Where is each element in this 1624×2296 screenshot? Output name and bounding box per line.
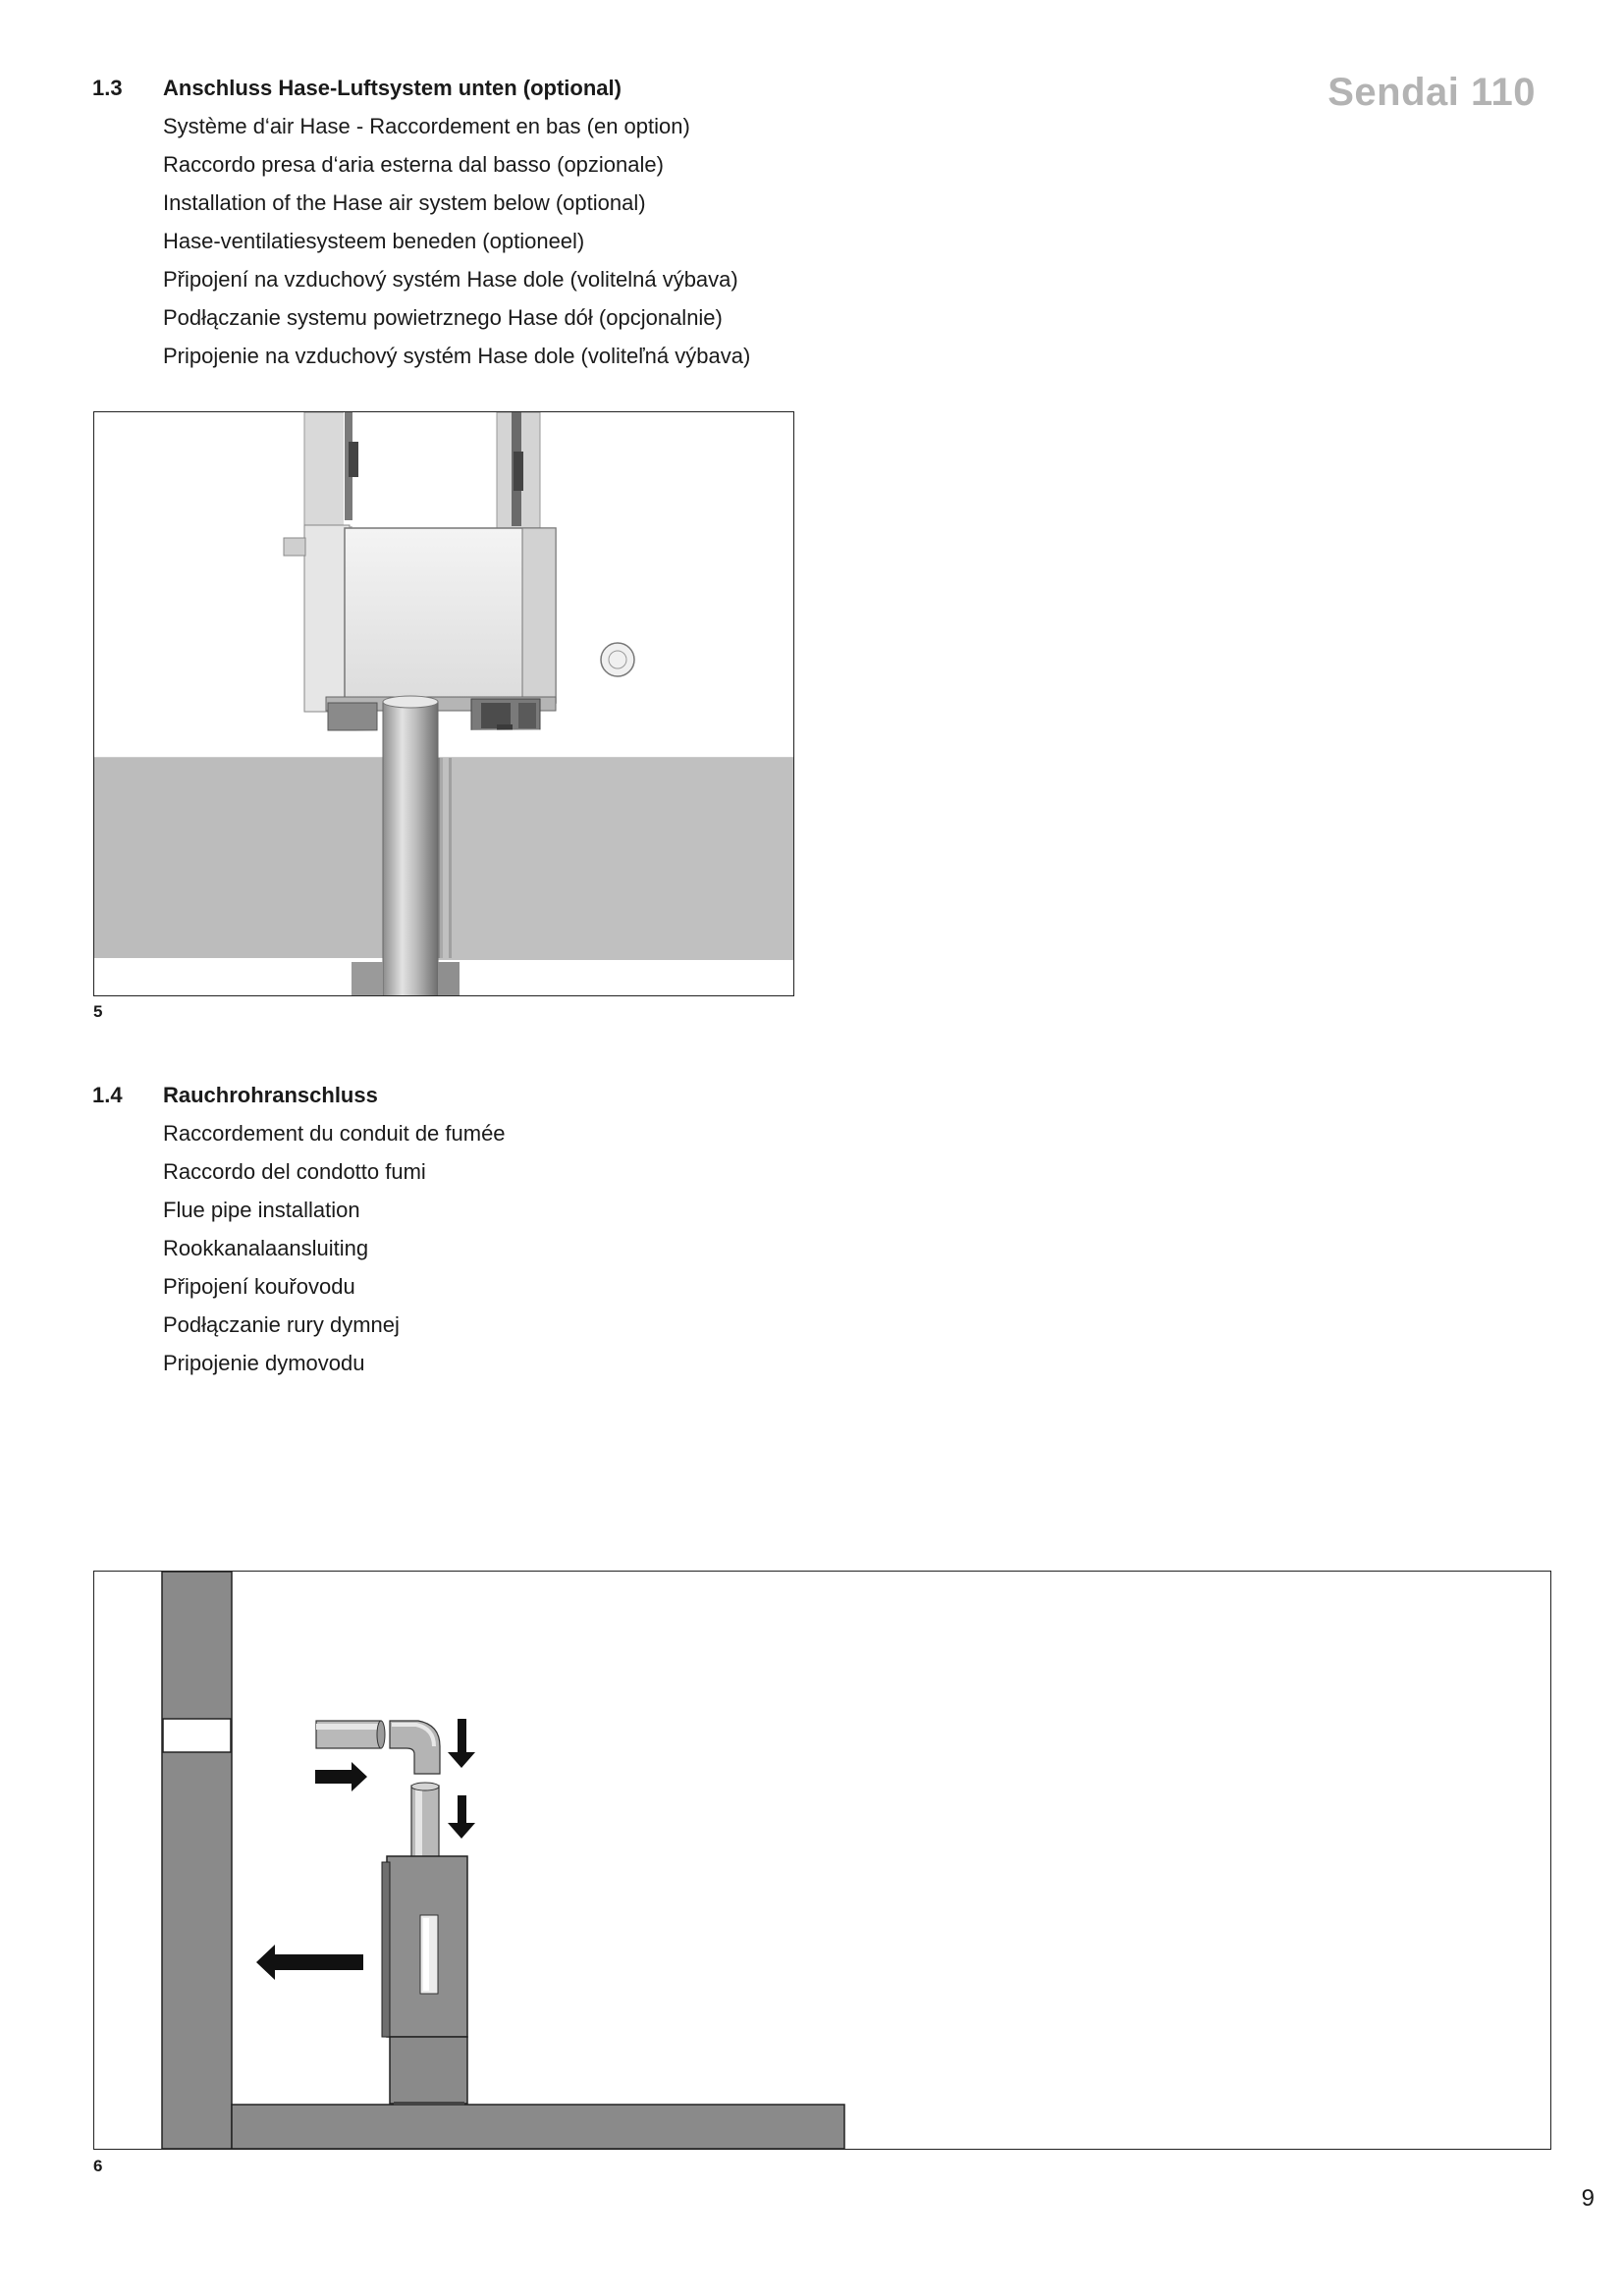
section-title-de: Anschluss Hase-Luftsystem unten (optional) (163, 76, 622, 100)
brand-title: Sendai 110 (1327, 71, 1536, 114)
elbow-pipe (390, 1721, 440, 1774)
figure-6-flue-pipe-diagram (93, 1571, 1551, 2150)
section-title-pl: Podłączanie systemu powietrznego Hase dół (opcjonalnie) (163, 305, 723, 330)
section-title-list (163, 1076, 506, 1382)
section-title-cs: Připojení na vzduchový systém Hase dole (volitelná výbava) (163, 267, 738, 292)
figure-6-label: 6 (93, 2157, 103, 2175)
arrow-left-icon (256, 1945, 363, 1980)
stove (382, 1856, 467, 2106)
section-title-en: Flue pipe installation (163, 1198, 360, 1222)
section-number: 1.3 (92, 76, 123, 100)
section-title-nl: Hase-ventilatiesysteem beneden (optioneel) (163, 229, 585, 253)
arrow-down-icon (448, 1719, 475, 1768)
section-title-it: Raccordo del condotto fumi (163, 1159, 426, 1184)
section-title-de: Rauchrohranschluss (163, 1083, 378, 1107)
section-title-fr: Système d‘air Hase - Raccordement en bas (en option) (163, 114, 690, 138)
arrow-down-icon-2 (448, 1795, 475, 1839)
section-title-en: Installation of the Hase air system below (optional) (163, 190, 646, 215)
horizontal-pipe (316, 1721, 385, 1748)
flue-pipe (411, 1783, 439, 1858)
wall-opening (163, 1719, 231, 1752)
wall (162, 1572, 232, 2149)
section-title-nl: Rookkanalaansluiting (163, 1236, 369, 1260)
figure-5-label: 5 (93, 1002, 103, 1021)
section-number: 1.4 (92, 1083, 123, 1107)
section-title-fr: Raccordement du conduit de fumée (163, 1121, 506, 1146)
section-title-sk: Pripojenie na vzduchový systém Hase dole (voliteľná výbava) (163, 344, 751, 368)
page-number: 9 (1581, 2185, 1595, 2212)
section-title-list (163, 69, 750, 375)
arrow-right-icon (315, 1762, 367, 1791)
floor-slab (232, 2105, 844, 2149)
figure-5-air-system-illustration (93, 411, 794, 996)
section-title-pl: Podłączanie rury dymnej (163, 1312, 400, 1337)
section-title-cs: Připojení kouřovodu (163, 1274, 355, 1299)
section-title-it: Raccordo presa d‘aria esterna dal basso (opzionale) (163, 152, 664, 177)
section-title-sk: Pripojenie dymovodu (163, 1351, 365, 1375)
